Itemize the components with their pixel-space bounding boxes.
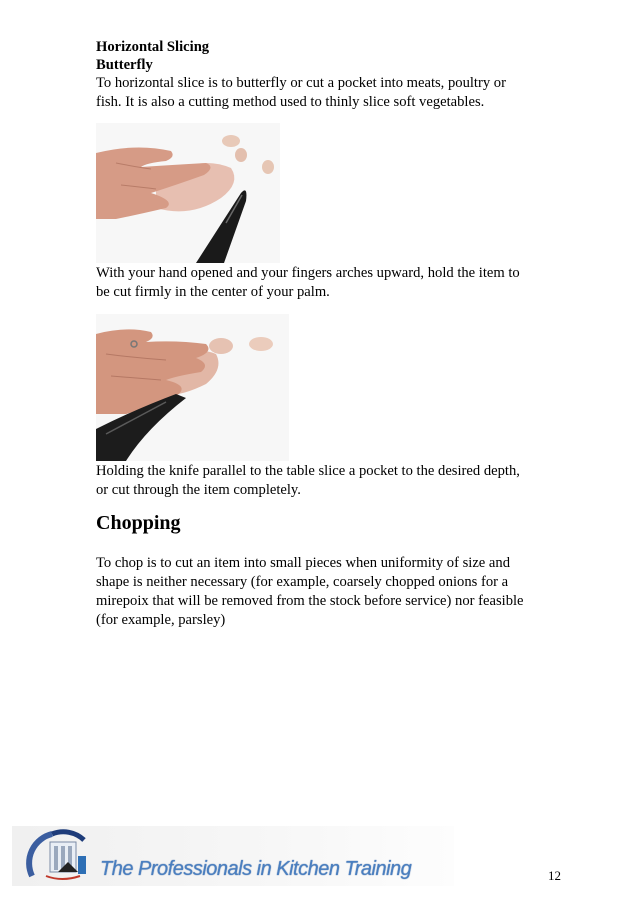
chopping-body-line-2: shape is neither necessary (for example, coarsely chopped onions for a (96, 574, 509, 590)
chopping-body-line-1: To chop is to cut an item into small pieces when uniformity of size and (96, 555, 510, 571)
step1-caption-line-2: be cut firmly in the center of your palm. (96, 284, 330, 300)
intro-line-1: To horizontal slice is to butterfly or cut a pocket into meats, poultry or (96, 75, 506, 91)
chopping-body-line-3: mirepoix that will be removed from the stock before service) nor feasible (96, 593, 524, 609)
association-logo (22, 826, 98, 886)
intro-line-2: fish. It is also a cutting method used to thinly slice soft vegetables. (96, 94, 485, 110)
section-title: Horizontal Slicing (96, 39, 210, 55)
step2-caption-line-2: or cut through the item completely. (96, 482, 301, 498)
butterfly-photo-1 (96, 123, 280, 263)
butterfly-photo-2 (96, 314, 289, 461)
footer-title: The Professionals in Kitchen Training (100, 858, 412, 880)
step1-caption-line-1: With your hand opened and your fingers arches upward, hold the item to (96, 265, 520, 281)
page-number: 12 (548, 868, 561, 883)
chopping-heading: Chopping (96, 512, 181, 534)
step2-caption-line-1: Holding the knife parallel to the table slice a pocket to the desired depth, (96, 463, 520, 479)
section-subtitle: Butterfly (96, 57, 153, 73)
chopping-body-line-4: (for example, parsley) (96, 612, 226, 628)
